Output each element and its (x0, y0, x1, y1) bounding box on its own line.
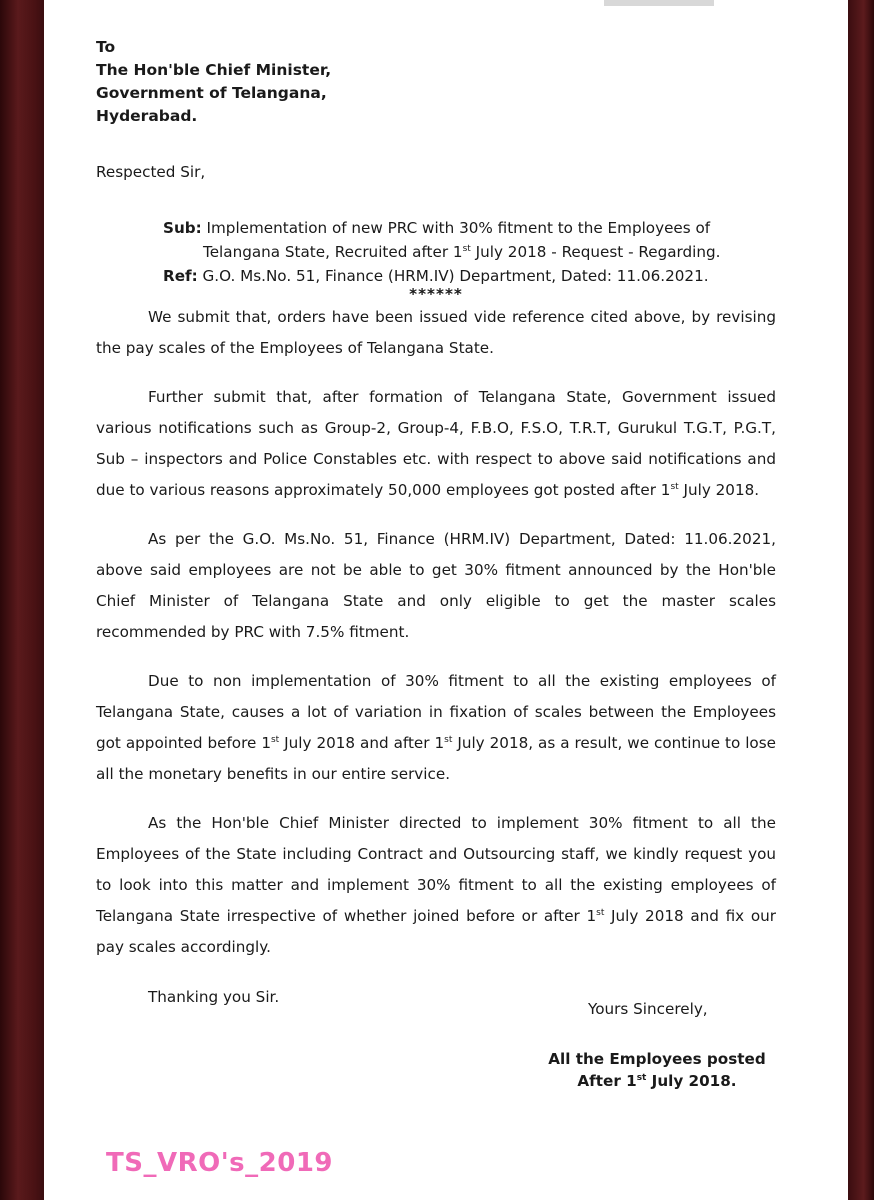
superscript: st (444, 735, 453, 745)
address-line: Hyderabad. (96, 107, 198, 125)
letter-page (44, 0, 848, 1200)
superscript: st (670, 482, 679, 492)
watermark-text: TS_VRO's_2019 (106, 1148, 334, 1178)
thanks-line: Thanking you Sir. (148, 988, 280, 1006)
paragraph-text: As the Hon'ble Chief Minister directed to implement 30% fitment to all the Employees of the State including Contract and Outsourcing staff, we kindly request you to look into this matter and implement 30% fitment to all the existing employees of Telangana State irrespective of whether joined before or after 1 (96, 814, 776, 925)
scan-shadow (604, 0, 714, 6)
paragraph-text: July 2018, as a result, we continue to lose all the monetary benefits in our entire service. (96, 734, 776, 783)
photo-border-right (848, 0, 874, 1200)
subject-line-2 (163, 240, 776, 264)
signatory-line-2 (544, 1070, 770, 1092)
paragraph-text: July 2018. (678, 481, 760, 499)
paragraph-5 (96, 808, 776, 963)
paragraph-text: Due to non implementation of 30% fitment to all the existing employees of Telangana State, causes a lot of variation in fixation of scales between the Employees got appointed before 1 (96, 672, 776, 752)
subject-text: July 2018 - Request - Regarding. (470, 243, 721, 261)
separator-stars: ****** (409, 285, 463, 303)
paragraph-text: July 2018 and fix our pay scales accordingly. (96, 907, 777, 956)
subject-text: Implementation of new PRC with 30% fitment to the Employees of (206, 219, 711, 237)
recipient-address (96, 36, 776, 128)
paragraph-2 (96, 382, 776, 506)
superscript: st (596, 908, 605, 918)
subject-label: Sub: (163, 219, 202, 237)
paragraph-3: As per the G.O. Ms.No. 51, Finance (HRM.IV) Department, Dated: 11.06.2021, above said employees are not be able to get 30% fitment announced by the Hon'ble Chief Minister of Telangana State and only eligible to get the master scales recommended by PRC with 7.5% fitment. (96, 530, 776, 641)
salutation: Respected Sir, (96, 163, 206, 181)
superscript: st (636, 1073, 647, 1083)
superscript: st (462, 244, 471, 254)
signature-block (544, 1000, 770, 1092)
paragraph-4 (96, 666, 776, 790)
paragraph-text: Further submit that, after formation of Telangana State, Government issued various notifications such as Group-2, Group-4, F.B.O, F.S.O, T.R.T, Gurukul T.G.T, P.G.T, Sub – inspectors and Police Constables etc. with respect to above said notifications and due to various reasons approximately 50,000 employees got posted after 1 (96, 388, 776, 499)
subject-block (163, 216, 776, 288)
address-line: To (96, 38, 116, 56)
reference-label: Ref: (163, 267, 198, 285)
reference-line (163, 264, 776, 288)
signatory-line: All the Employees posted (548, 1050, 766, 1068)
letter-body (96, 36, 776, 1009)
reference-text: G.O. Ms.No. 51, Finance (HRM.IV) Department, Dated: 11.06.2021. (202, 267, 709, 285)
address-line: The Hon'ble Chief Minister, (96, 61, 332, 79)
subject-line (163, 216, 776, 240)
paragraph-1: We submit that, orders have been issued vide reference cited above, by revising the pay scales of the Employees of Telangana State. (96, 308, 776, 357)
subject-text: Telangana State, Recruited after 1 (203, 243, 463, 261)
closing: Yours Sincerely, (588, 1000, 708, 1018)
signatory-text: July 2018. (646, 1072, 737, 1090)
signatory (544, 1048, 770, 1092)
signatory-text: After 1 (577, 1072, 637, 1090)
superscript: st (270, 735, 280, 745)
address-line: Government of Telangana, (96, 84, 327, 102)
paragraph-text: July 2018 and after 1 (279, 734, 445, 752)
